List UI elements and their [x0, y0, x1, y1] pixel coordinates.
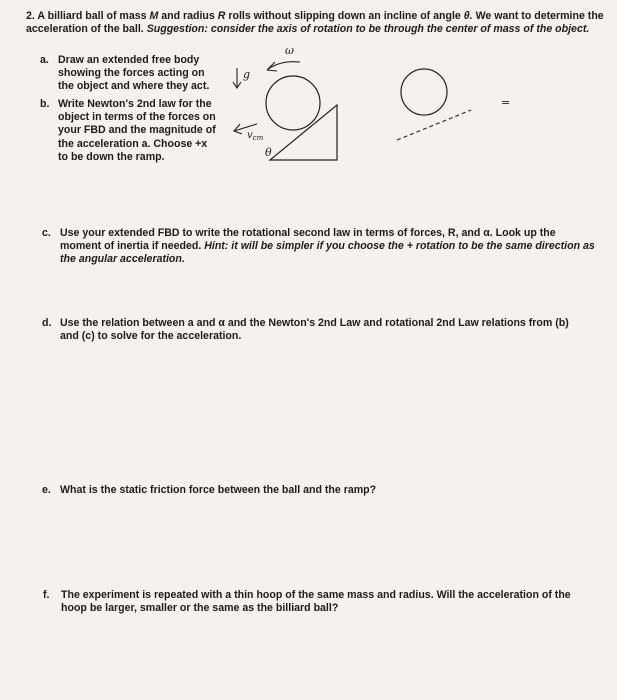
- part-letter: c.: [42, 227, 51, 239]
- incline-figure: [225, 40, 525, 175]
- gravity-label: g: [243, 68, 251, 81]
- equals-sign: =: [501, 96, 511, 109]
- part-c-hint: Hint: it will be simpler if you choose the + rotation to be the same direction as the angular acceleration.: [60, 240, 595, 266]
- rotation-arrow: [267, 62, 300, 70]
- problem-number: 2.: [26, 10, 35, 22]
- part-f-text: The experiment is repeated with a thin hoop of the same mass and radius. Will the acceleration of the hoop be larger, smaller or the same as the billiard ball?: [61, 589, 571, 615]
- part-d-text: Use the relation between a and α and the Newton's 2nd Law and rotational 2nd Law relations from (b) and (c) to solve for the acceleration.: [60, 317, 569, 343]
- part-letter: a.: [40, 54, 49, 66]
- part-e-text: What is the static friction force between the ball and the ramp?: [60, 484, 377, 496]
- part-letter: b.: [40, 98, 50, 110]
- part-c-text: Use your extended FBD to write the rotational second law in terms of forces, R, and α. Look up the moment of inertia if needed. Hint: it will be simpler if you choose the + rotation to be the same direction as the angular acceleration.: [60, 227, 595, 266]
- problem-statement: 2. A billiard ball of mass M and radius R rolls without slipping down an incline of angle θ. We want to determine the acceleration of the ball. Suggestion: consider the axis of rotation to be through the center of mass of the object.: [26, 10, 604, 36]
- part-b-text: Write Newton's 2nd law for the object in terms of the forces on your FBD and the magnitude of the acceleration a. Choose +x to be down the ramp.: [58, 98, 216, 163]
- fbd-ball: [401, 69, 447, 115]
- part-a-text: Draw an extended free body showing the forces acting on the object and where they act.: [58, 54, 210, 93]
- ball-on-incline: [266, 76, 320, 130]
- velocity-label: $v_{cm}$: [247, 130, 264, 142]
- part-letter: f.: [43, 589, 50, 601]
- incline-ramp: [270, 105, 337, 160]
- fbd-incline-line: [397, 110, 471, 140]
- theta-label: θ: [265, 146, 272, 159]
- omega-label: ω: [285, 44, 294, 57]
- part-letter: d.: [42, 317, 52, 329]
- problem-suggestion: Suggestion: consider the axis of rotation to be through the center of mass of the object.: [146, 23, 590, 36]
- part-letter: e.: [42, 484, 51, 496]
